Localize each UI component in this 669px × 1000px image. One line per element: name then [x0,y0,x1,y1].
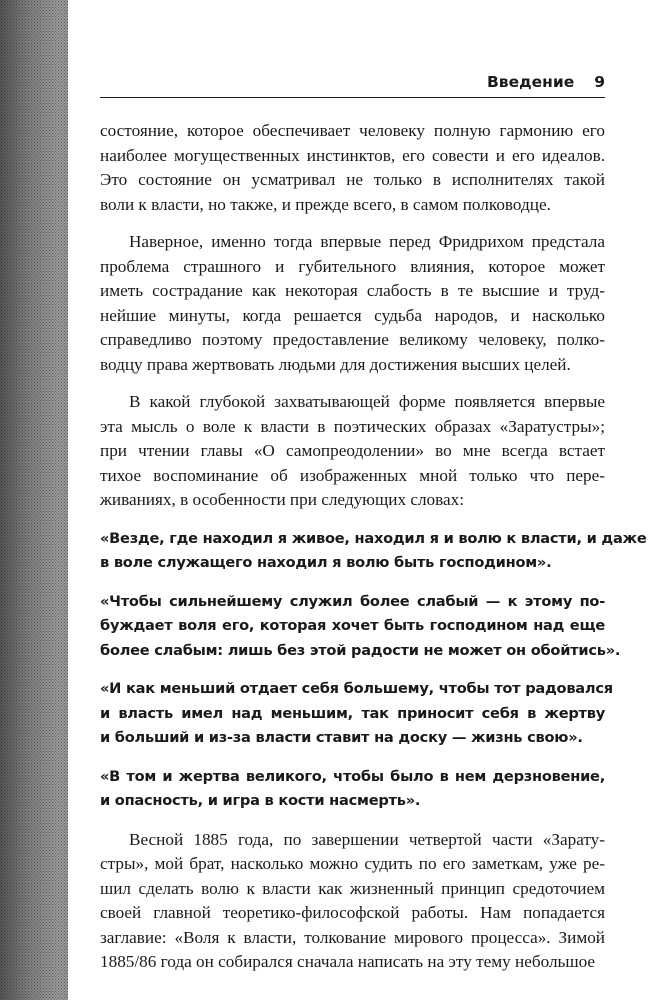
text-line: «Везде, где находил я живое, находил я и волю к власти, и даже [100,529,647,547]
page-number: 9 [594,72,605,91]
paragraph-gap [100,814,605,828]
text-line: воли к власти, но также, и прежде всего, в самом полководце. [100,194,551,214]
paragraph-gap [100,217,605,230]
text-line: тихое воспоминание об изображенных мной только что пере- [100,465,605,485]
block-quote [100,590,621,664]
paragraph [100,390,605,513]
text-line: состояние, которое обеспечивает человеку полную гармонию его [100,121,605,140]
text-line: и больший и из-за власти ставит на доску — жизнь свою». [100,729,583,746]
text-line: при чтении главы «О самопреодолении» во мне всегда встает [100,441,605,460]
text-line: Это состояние он усматривал не только в исполнителях такой [100,170,605,189]
block-quote [100,527,647,576]
text-line: Наверное, именно тогда впервые перед Фридрихом предстала [129,232,605,251]
running-header [100,68,605,98]
text-line: справедливо поэтому предоставление великому человеку, полко- [100,330,605,349]
paragraph [100,230,605,377]
block-quote [100,677,613,751]
text-line: в воле служащего находил я волю быть господином». [100,554,552,571]
text-line: 1885/86 года он собирался сначала написать на эту тему небольшое [100,952,596,971]
text-line: Весной 1885 года, по завершении четвертой части «Зарату- [129,829,605,849]
paragraph [100,828,605,975]
text-line: В какой глубокой захватывающей форме появляется впервые [129,392,605,411]
section-title: Введение [486,72,575,91]
text-line: проблема страшного и губительного влияния, которое может [100,256,605,276]
text-line: водцу права жертвовать людьми для достижения высших целей. [100,354,571,374]
page-body-text [100,119,647,975]
scan-halftone-edge [0,0,68,1000]
text-line: стры», мой брат, насколько можно судить по его заметкам, уже ре- [100,854,605,873]
paragraph-gap [100,576,605,590]
text-line: и власть имел над меньшим, так приносит себя в жертву [100,704,605,722]
paragraph-gap [100,377,605,390]
text-line: и опасность, и игра в кости насмерть». [100,792,421,809]
block-quote [100,765,605,814]
text-line: наиболее могущественных инстинктов, его совести и его идеалов. [100,145,605,165]
text-line: иметь сострадание как некоторая слабость в те высшие и труд- [100,281,605,300]
text-line: эта мысль о воле к власти в поэтических образах «Заратустры»; [100,416,605,436]
text-line: нейшие минуты, когда решается судьба народов, и насколько [100,305,605,325]
text-line: буждает воля его, которая хочет быть господином над еще [100,617,605,634]
text-line: «Чтобы сильнейшему служил более слабый — к этому по- [100,592,605,610]
paragraph-gap [100,751,605,765]
text-line: «И как меньший отдает себя большему, чтобы тот радовался [100,680,613,697]
text-line: заглавие: «Воля к власти, толкование мирового процесса». Зимой [100,927,605,947]
paragraph-gap [100,513,605,527]
text-line: «В том и жертва великого, чтобы было в нем дерзновение, [100,767,605,785]
text-line: более слабым: лишь без этой радости не может он обойтись». [100,641,621,659]
text-line: своей главной теоретико-философской работы. Нам попадается [100,903,605,922]
paragraph [100,119,605,217]
text-line: живаниях, в особенности при следующих словах: [100,490,465,509]
paragraph-gap [100,663,605,677]
text-line: шил сделать волю к власти как жизненный принцип средоточием [100,878,605,898]
